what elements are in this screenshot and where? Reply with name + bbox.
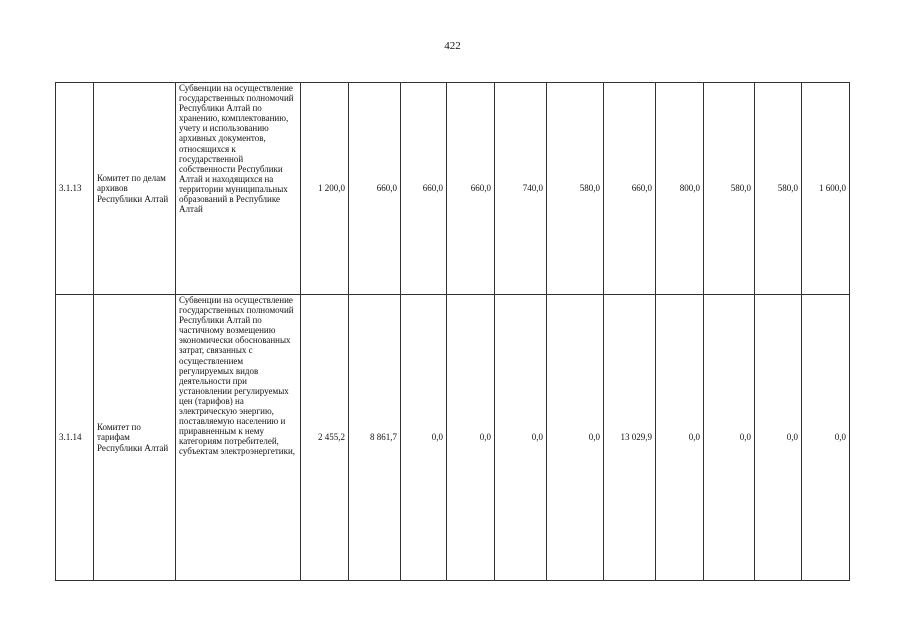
row-organization: Комитет по тарифам Республики Алтай (94, 295, 176, 581)
value-cell: 13 029,9 (604, 295, 656, 581)
row-code: 3.1.14 (56, 295, 94, 581)
value-cell: 800,0 (656, 83, 704, 295)
row-organization: Комитет по делам архивов Республики Алтай (94, 83, 176, 295)
value-cell: 2 455,2 (301, 295, 349, 581)
value-cell: 0,0 (547, 295, 604, 581)
value-cell: 0,0 (495, 295, 547, 581)
value-cell: 580,0 (547, 83, 604, 295)
value-cell: 0,0 (656, 295, 704, 581)
row-description: Субвенции на осуществление государственных полномочий Республики Алтай по хранению, комплектованию, учету и использованию архивных документов, относящихся к государственной собственности Республики Алтай и находящихся на территории муниципальных образований в Республике Алтай (176, 83, 301, 295)
value-cell: 740,0 (495, 83, 547, 295)
value-cell: 1 200,0 (301, 83, 349, 295)
value-cell: 660,0 (604, 83, 656, 295)
page-number: 422 (444, 40, 461, 52)
value-cell: 0,0 (447, 295, 495, 581)
budget-table (55, 82, 850, 581)
row-description: Субвенции на осуществление государственных полномочий Республики Алтай по частичному возмещению экономически обоснованных затрат, связанных с осуществлением регулируемых видов деятельности при установлении регулируемых цен (тарифов) на электрическую энергию, поставляемую населению и приравненным к нему категориям потребителей, субъектам электроэнергетики, (176, 295, 301, 581)
value-cell: 0,0 (704, 295, 755, 581)
value-cell: 580,0 (704, 83, 755, 295)
value-cell: 660,0 (401, 83, 447, 295)
value-cell: 0,0 (755, 295, 802, 581)
table-row (56, 295, 850, 581)
value-cell: 0,0 (802, 295, 850, 581)
value-cell: 580,0 (755, 83, 802, 295)
value-cell: 1 600,0 (802, 83, 850, 295)
value-cell: 8 861,7 (349, 295, 401, 581)
value-cell: 0,0 (401, 295, 447, 581)
table-row (56, 83, 850, 295)
value-cell: 660,0 (349, 83, 401, 295)
row-code: 3.1.13 (56, 83, 94, 295)
value-cell: 660,0 (447, 83, 495, 295)
